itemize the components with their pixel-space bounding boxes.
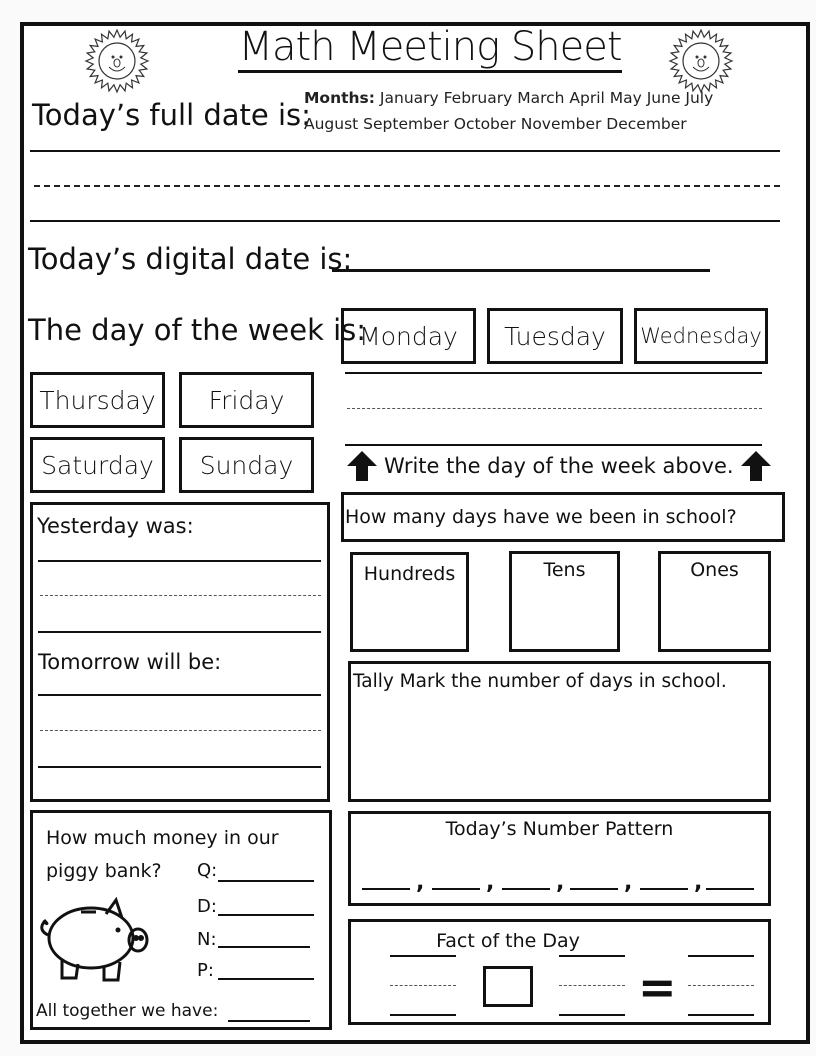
- tens-label: Tens: [543, 559, 586, 581]
- day-friday[interactable]: Friday: [179, 372, 314, 428]
- pattern-comma: ,: [486, 870, 495, 895]
- fact-midline: [688, 985, 754, 986]
- fact-line[interactable]: [688, 955, 754, 957]
- fact-line[interactable]: [559, 955, 625, 957]
- dimes-line[interactable]: [218, 914, 314, 916]
- fact-line[interactable]: [390, 955, 456, 957]
- pattern-comma: ,: [556, 870, 565, 895]
- up-arrow-icon: [740, 450, 772, 482]
- pattern-blank[interactable]: [502, 888, 550, 890]
- pattern-blank[interactable]: [570, 888, 618, 890]
- digital-date-label: Today’s digital date is:: [28, 242, 353, 276]
- pattern-blank[interactable]: [362, 888, 410, 890]
- yesterday-baseline[interactable]: [38, 631, 321, 633]
- money-question-line1: How much money in our: [46, 827, 279, 849]
- day-monday[interactable]: Monday: [341, 308, 476, 364]
- operator-box[interactable]: [483, 966, 533, 1007]
- fact-midline: [390, 985, 456, 986]
- fact-line[interactable]: [390, 1014, 456, 1016]
- full-date-line[interactable]: [30, 150, 780, 152]
- hundreds-box[interactable]: [350, 552, 469, 652]
- equals-sign: =: [638, 960, 677, 1014]
- pattern-blank[interactable]: [640, 888, 688, 890]
- yesterday-midline: [40, 595, 321, 596]
- money-total-label: All together we have:: [36, 1001, 219, 1021]
- ones-box[interactable]: [658, 551, 771, 652]
- day-tuesday[interactable]: Tuesday: [487, 308, 623, 364]
- yesterday-line[interactable]: [38, 560, 321, 562]
- piggy-bank-icon: [36, 890, 152, 985]
- tomorrow-label: Tomorrow will be:: [38, 650, 222, 674]
- page-title: Math Meeting Sheet: [238, 24, 621, 73]
- fact-of-day-title: Fact of the Day: [436, 930, 580, 952]
- pattern-blank[interactable]: [706, 888, 754, 890]
- day-sunday[interactable]: Sunday: [179, 437, 314, 493]
- money-question-line2: piggy bank?: [46, 860, 162, 882]
- months-label: Months:: [304, 89, 375, 107]
- full-date-midline: [34, 185, 780, 187]
- days-in-school-question: How many days have we been in school?: [345, 506, 737, 528]
- tally-label: Tally Mark the number of days in school.: [353, 671, 727, 692]
- months-row-2: August September October November December: [304, 115, 687, 133]
- quarters-line[interactable]: [218, 880, 314, 882]
- yesterday-label: Yesterday was:: [37, 514, 194, 538]
- ones-label: Ones: [690, 559, 739, 581]
- tomorrow-midline: [40, 730, 321, 731]
- up-arrow-icon: [346, 450, 378, 482]
- full-date-baseline[interactable]: [30, 220, 780, 222]
- nickels-label: N:: [197, 929, 217, 950]
- tally-box[interactable]: [348, 661, 771, 802]
- tomorrow-baseline[interactable]: [38, 766, 321, 768]
- day-saturday[interactable]: Saturday: [30, 437, 165, 493]
- fact-line[interactable]: [559, 1014, 625, 1016]
- tens-box[interactable]: [509, 551, 620, 652]
- day-thursday[interactable]: Thursday: [30, 372, 165, 428]
- dimes-label: D:: [197, 896, 217, 917]
- fact-line[interactable]: [688, 1014, 754, 1016]
- pattern-comma: ,: [624, 870, 633, 895]
- number-pattern-title: Today’s Number Pattern: [445, 818, 674, 840]
- day-write-baseline[interactable]: [345, 444, 762, 446]
- fact-midline: [559, 985, 625, 986]
- hundreds-label: Hundreds: [363, 563, 456, 585]
- day-of-week-label: The day of the week is:: [28, 313, 367, 347]
- pattern-comma: ,: [694, 870, 703, 895]
- day-instruction: Write the day of the week above.: [384, 454, 734, 478]
- quarters-label: Q:: [197, 860, 218, 881]
- money-total-line[interactable]: [228, 1020, 310, 1022]
- day-wednesday[interactable]: Wednesday: [634, 308, 768, 364]
- pennies-label: P:: [197, 960, 214, 981]
- tomorrow-line[interactable]: [38, 694, 321, 696]
- pattern-blank[interactable]: [432, 888, 480, 890]
- digital-date-line[interactable]: [332, 269, 710, 272]
- pattern-comma: ,: [416, 870, 425, 895]
- pennies-line[interactable]: [218, 978, 314, 980]
- full-date-label: Today’s full date is:: [32, 98, 311, 132]
- day-write-line[interactable]: [345, 372, 762, 374]
- day-write-midline: [347, 408, 762, 409]
- months-row-1: January February March April May June July: [379, 89, 714, 107]
- nickels-line[interactable]: [218, 946, 310, 948]
